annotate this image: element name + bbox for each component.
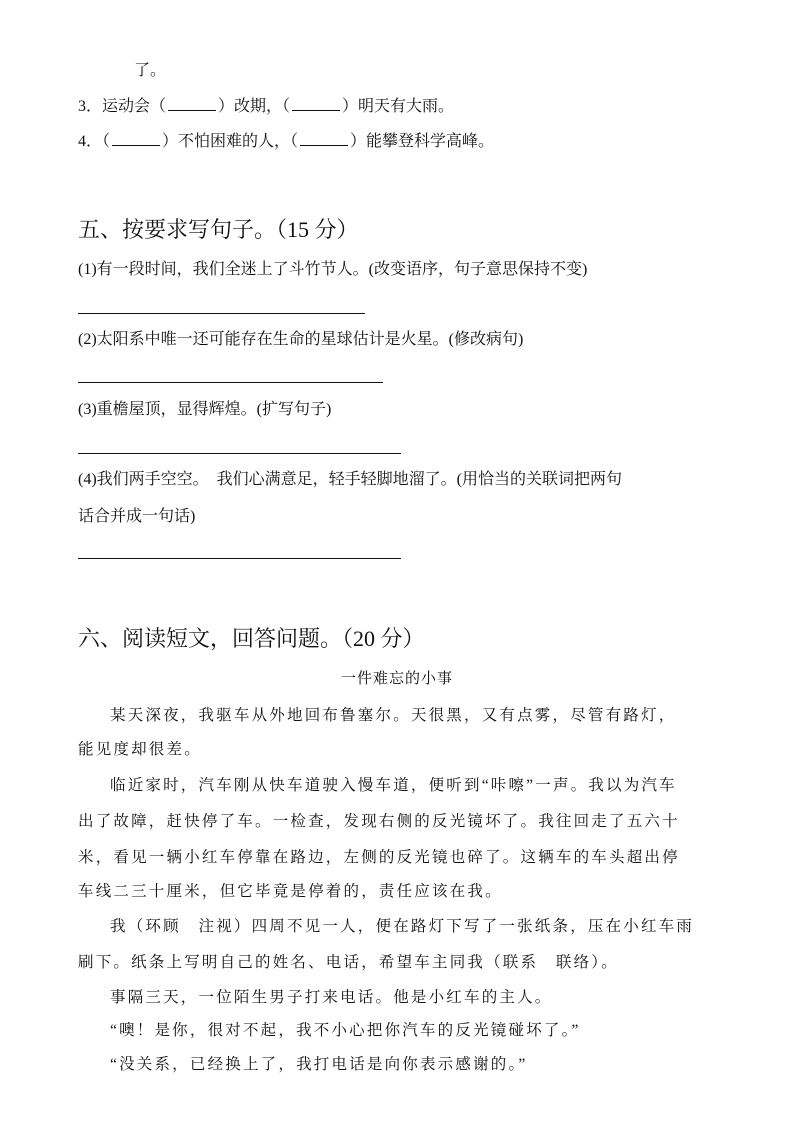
item-text-c: ）能攀登科学高峰。 <box>350 133 495 150</box>
item-text-a: 运动会（ <box>102 98 167 115</box>
item-text-a: （ <box>102 133 111 150</box>
story-line: “没关系，已经换上了，我打电话是向你表示感谢的。” <box>110 1056 528 1073</box>
section-5-title: 五、按要求写句子。（15 分） <box>78 217 359 242</box>
story-line: 我（环顾 注视）四周不见一人，便在路灯下写了一张纸条，压在小红车雨 <box>110 918 695 935</box>
item-number: 3． <box>78 98 103 115</box>
blank-item-4 <box>78 132 494 152</box>
answer-line-3[interactable] <box>78 453 401 454</box>
blank-item-3 <box>78 97 454 117</box>
item-text-c: ）明天有大雨。 <box>342 98 455 115</box>
story-line: 出了故障，赶快停了车。一检查，发现右侧的反光镜坏了。我往回走了五六十 <box>78 813 680 830</box>
answer-blank[interactable] <box>300 132 348 146</box>
story-title: 一件难忘的小事 <box>340 671 453 687</box>
answer-line-1[interactable] <box>78 313 365 314</box>
story-line: “噢！是你，很对不起，我不小心把你汽车的反光镜碰坏了。” <box>110 1022 581 1039</box>
sentence-task-1: (1)有一段时间，我们全迷上了斗竹节人。(改变语序，句子意思保持不变) <box>78 261 588 278</box>
answer-blank[interactable] <box>292 97 340 111</box>
blank-item-2-continuation: 了。 <box>134 62 167 79</box>
section-6-title: 六、阅读短文，回答问题。（20 分） <box>78 626 425 651</box>
story-line: 能见度却很差。 <box>78 741 202 758</box>
story-line: 米，看见一辆小红车停靠在路边，左侧的反光镜也碎了。这辆车的车头超出停 <box>78 849 680 866</box>
sentence-task-4: (4)我们两手空空。 我们心满意足，轻手轻脚地溜了。(用恰当的关联词把两句 <box>78 471 622 488</box>
answer-line-2[interactable] <box>78 382 383 383</box>
story-line: 刷下。纸条上写明自己的姓名、电话，希望车主同我（联系 联络）。 <box>78 954 619 971</box>
item-text-b: ）不怕困难的人，（ <box>162 133 299 150</box>
story-line: 某天深夜，我驱车从外地回布鲁塞尔。天很黑，又有点雾，尽管有路灯， <box>110 707 677 724</box>
answer-line-4[interactable] <box>78 558 401 559</box>
sentence-task-3: (3)重檐屋顶，显得辉煌。(扩写句子) <box>78 401 332 418</box>
answer-blank[interactable] <box>112 132 160 146</box>
sentence-task-2: (2)太阳系中唯一还可能存在生命的星球估计是火星。(修改病句) <box>78 331 524 348</box>
story-line: 临近家时，汽车刚从快车道驶入慢车道，便听到“咔嚓”一声。我以为汽车 <box>110 777 677 794</box>
story-line: 事隔三天，一位陌生男子打来电话。他是小红车的主人。 <box>110 989 553 1006</box>
sentence-task-4-continuation: 话合并成一句话) <box>78 508 196 525</box>
story-line: 车线二三十厘米，但它毕竟是停着的，责任应该在我。 <box>78 883 503 900</box>
item-number: 4． <box>78 133 103 150</box>
answer-blank[interactable] <box>168 97 216 111</box>
item-text-b: ）改期，（ <box>218 98 291 115</box>
